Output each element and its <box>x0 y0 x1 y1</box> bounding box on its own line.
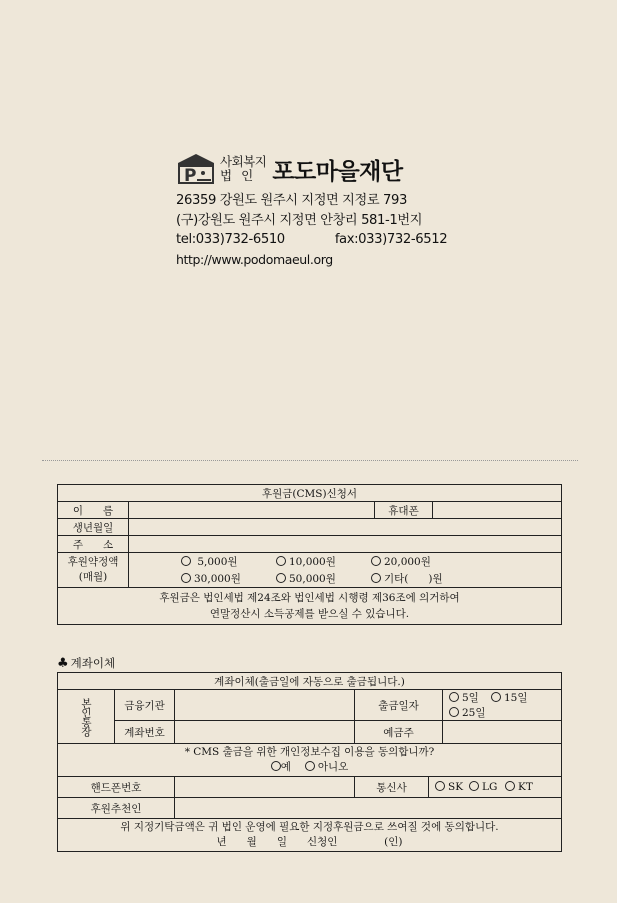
amount-option-30000[interactable]: 30,000원 <box>181 571 276 586</box>
date-option-25[interactable]: 25일 <box>449 705 486 720</box>
carrier-option-lg[interactable]: LG <box>469 781 505 793</box>
bank-field[interactable] <box>175 690 355 721</box>
mobile-label: 휴대폰 <box>375 502 433 519</box>
account-holder-label: 예금주 <box>355 721 443 744</box>
cut-line <box>42 460 578 461</box>
account-holder-field[interactable] <box>443 721 562 744</box>
amount-option-50000[interactable]: 50,000원 <box>276 571 371 586</box>
date-option-15[interactable]: 15일 <box>491 690 535 705</box>
agreement-statement: 위 지정기탁금액은 귀 법인 운영에 필요한 지정후원금으로 쓰여질 것에 동의합니다. 년 월 일 신청인 (인) <box>58 819 562 852</box>
address-label: 주 소 <box>58 536 129 553</box>
svg-text:P: P <box>184 166 197 185</box>
amount-label: 후원약정액 (매월) <box>58 553 129 588</box>
telephone: tel:033)732-6510 <box>176 232 285 247</box>
bank-label: 금융기관 <box>115 690 175 721</box>
foundation-name: 포도마을재단 <box>272 158 403 185</box>
transfer-section-heading: ♣ 계좌이체 <box>57 655 116 671</box>
address-old: (구)강원도 원주시 지정면 안창리 581-1번지 <box>176 212 423 228</box>
fax: fax:033)732-6512 <box>334 232 448 247</box>
amount-option-20000[interactable]: 20,000원 <box>371 554 431 569</box>
phone-field[interactable] <box>175 777 355 798</box>
date-option-5[interactable]: 5일 <box>449 690 491 705</box>
amount-option-10000[interactable]: 10,000원 <box>276 554 371 569</box>
consent-yes[interactable]: 예 <box>271 760 291 775</box>
consent-no[interactable]: 아니오 <box>305 760 348 775</box>
amount-option-other[interactable]: 기타( )원 <box>371 571 443 586</box>
self-account-label: 본인통장 <box>58 690 115 744</box>
recommender-field[interactable] <box>175 798 562 819</box>
address-field[interactable] <box>129 536 562 553</box>
bank-transfer-form <box>57 672 562 852</box>
website-link[interactable]: http://www.podomaeul.org <box>176 251 333 267</box>
foundation-header <box>176 151 448 269</box>
carrier-option-sk[interactable]: SK <box>435 781 469 793</box>
cms-application-form <box>57 484 562 625</box>
carrier-label: 통신사 <box>355 777 429 798</box>
corporation-type: 사회복지 법인 <box>220 154 267 183</box>
name-label: 이 름 <box>58 502 129 519</box>
form-title: 후원금(CMS)신청서 <box>58 485 562 502</box>
birth-label: 생년월일 <box>58 519 129 536</box>
phone-label: 핸드폰번호 <box>58 777 175 798</box>
address-new: 26359 강원도 원주시 지정면 지정로 793 <box>176 193 407 208</box>
transfer-form-title: 계좌이체(출금일에 자동으로 출금됩니다.) <box>58 673 562 690</box>
birth-field[interactable] <box>129 519 562 536</box>
withdraw-date-label: 출금일자 <box>355 690 443 721</box>
privacy-consent: * CMS 출금을 위한 개인정보수집 이용을 동의합니까? 예 아니오 <box>58 744 562 777</box>
carrier-option-kt[interactable]: KT <box>505 781 533 793</box>
tax-notice: 후원금은 법인세법 제24조와 법인세법 시행령 제36조에 의거하여 연말정산시 소득공제를 받으실 수 있습니다. <box>58 588 562 625</box>
account-number-field[interactable] <box>175 721 355 744</box>
contact-info <box>176 191 448 269</box>
account-number-label: 계좌번호 <box>115 721 175 744</box>
club-icon: ♣ <box>57 655 69 671</box>
signature-line[interactable]: 년 월 일 신청인 (인) <box>216 836 403 848</box>
foundation-logo <box>176 153 216 185</box>
amount-option-5000[interactable]: 5,000원 <box>181 554 276 569</box>
recommender-label: 후원추천인 <box>58 798 175 819</box>
name-field[interactable] <box>129 502 375 519</box>
mobile-field[interactable] <box>433 502 562 519</box>
